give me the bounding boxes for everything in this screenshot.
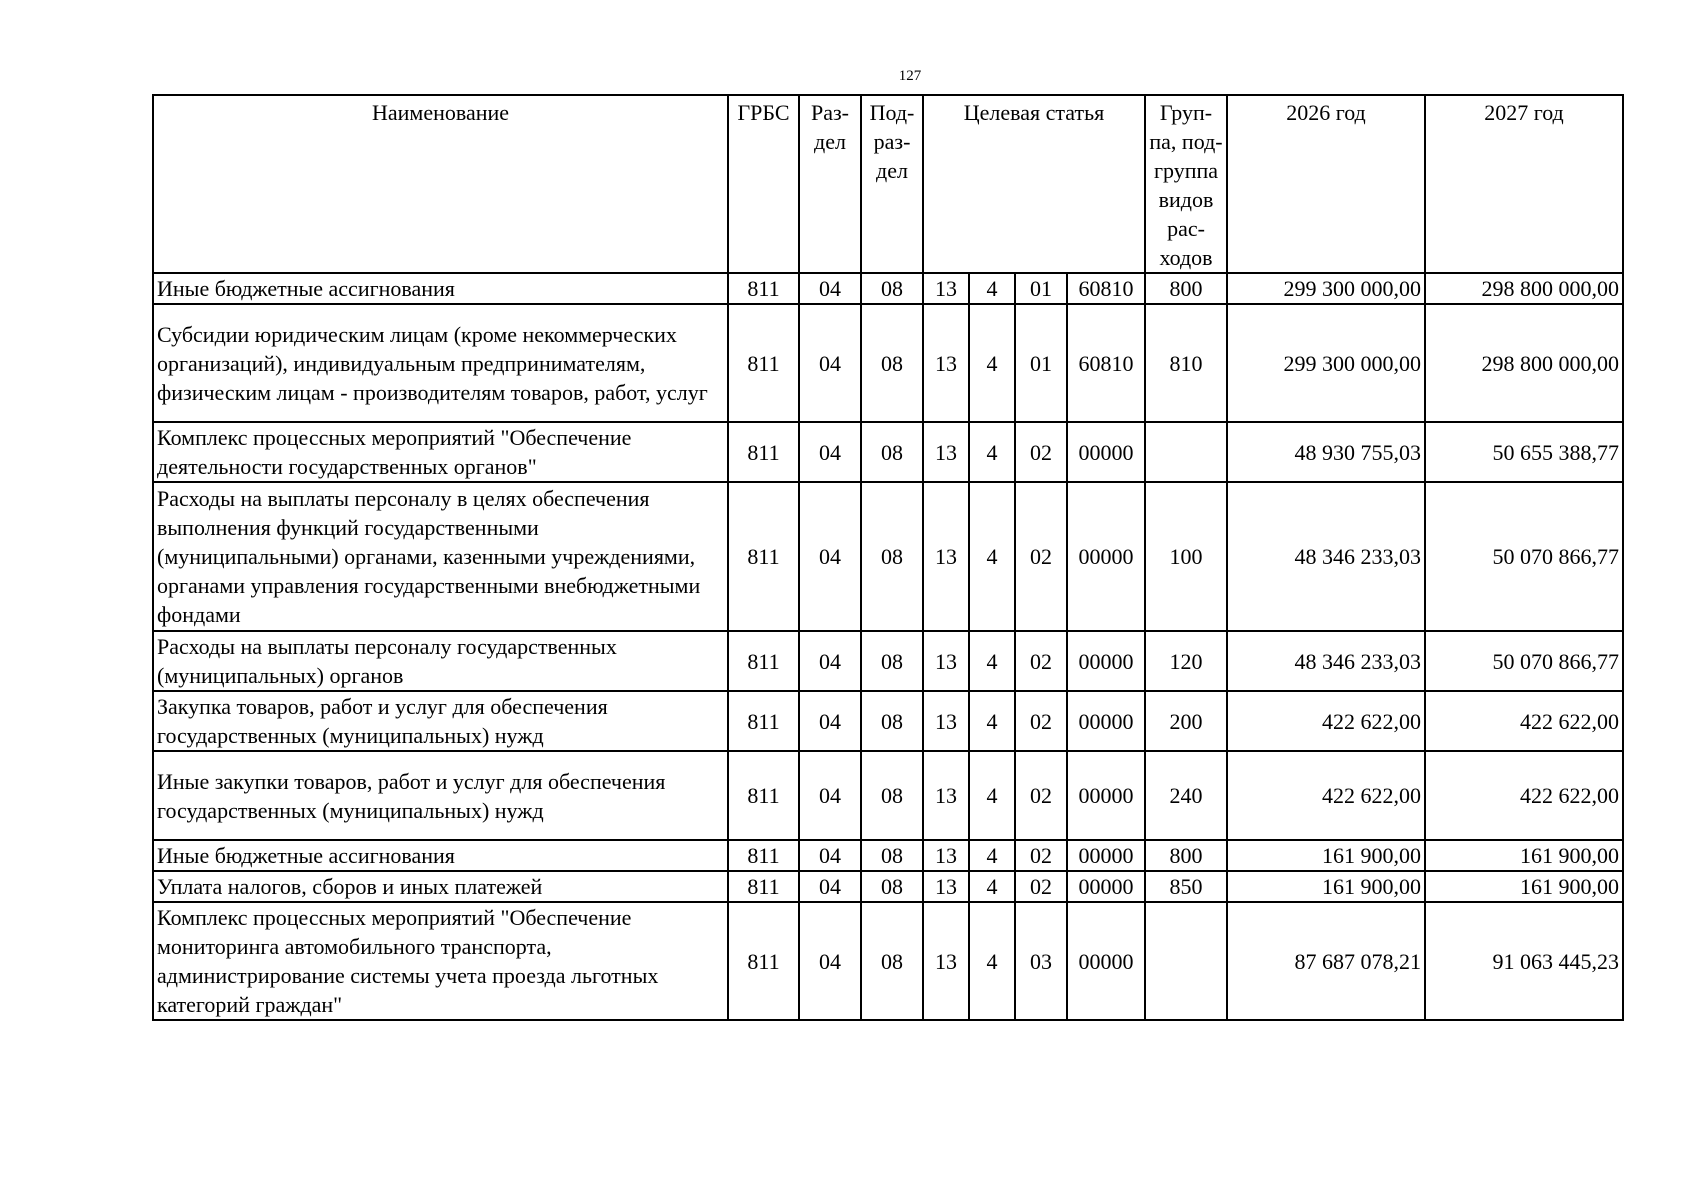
row-vr — [1145, 422, 1227, 482]
row-vr: 800 — [1145, 840, 1227, 871]
row-cs-type: 4 — [969, 902, 1015, 1020]
row-amount-2027: 422 622,00 — [1425, 751, 1623, 840]
row-vr: 120 — [1145, 631, 1227, 691]
row-cs-type: 4 — [969, 691, 1015, 751]
row-razdel: 04 — [799, 304, 861, 422]
row-amount-2026: 299 300 000,00 — [1227, 273, 1425, 304]
row-podrazdel: 08 — [861, 751, 923, 840]
row-podrazdel: 08 — [861, 273, 923, 304]
row-grbs: 811 — [728, 482, 799, 631]
header-year-2026: 2026 год — [1227, 95, 1425, 273]
row-razdel: 04 — [799, 871, 861, 902]
row-podrazdel: 08 — [861, 902, 923, 1020]
row-razdel: 04 — [799, 482, 861, 631]
row-grbs: 811 — [728, 902, 799, 1020]
row-vr: 810 — [1145, 304, 1227, 422]
row-cs-program: 13 — [923, 631, 969, 691]
table-row — [153, 482, 1623, 631]
row-cs-direction: 00000 — [1067, 871, 1145, 902]
header-vid-rashodov — [1145, 95, 1227, 273]
row-cs-program: 13 — [923, 840, 969, 871]
table-row — [153, 871, 1623, 902]
row-podrazdel: 08 — [861, 691, 923, 751]
row-vr: 800 — [1145, 273, 1227, 304]
row-name: Комплекс процессных мероприятий "Обеспечение мониторинга автомобильного транспорта, администрирование системы учета проезда льготных категорий граждан" — [153, 902, 728, 1020]
row-cs-type: 4 — [969, 751, 1015, 840]
row-cs-direction: 00000 — [1067, 902, 1145, 1020]
row-amount-2027: 298 800 000,00 — [1425, 304, 1623, 422]
row-amount-2026: 422 622,00 — [1227, 751, 1425, 840]
row-cs-program: 13 — [923, 273, 969, 304]
row-amount-2027: 91 063 445,23 — [1425, 902, 1623, 1020]
row-cs-type: 4 — [969, 840, 1015, 871]
table-row — [153, 751, 1623, 840]
header-target-article: Целевая статья — [923, 95, 1145, 273]
row-name: Иные закупки товаров, работ и услуг для обеспечения государственных (муниципальных) нужд — [153, 751, 728, 840]
row-amount-2027: 50 655 388,77 — [1425, 422, 1623, 482]
row-grbs: 811 — [728, 871, 799, 902]
row-amount-2026: 422 622,00 — [1227, 691, 1425, 751]
row-cs-complex: 02 — [1015, 840, 1067, 871]
row-cs-direction: 00000 — [1067, 840, 1145, 871]
row-grbs: 811 — [728, 751, 799, 840]
header-podrazdel-line: Под- — [869, 100, 915, 125]
row-podrazdel: 08 — [861, 304, 923, 422]
row-podrazdel: 08 — [861, 482, 923, 631]
row-name: Уплата налогов, сборов и иных платежей — [153, 871, 728, 902]
header-razdel-line: дел — [814, 129, 846, 154]
table-header-row — [153, 95, 1623, 273]
row-cs-direction: 00000 — [1067, 691, 1145, 751]
row-cs-program: 13 — [923, 304, 969, 422]
header-razdel-line: Раз- — [810, 100, 850, 125]
row-cs-complex: 03 — [1015, 902, 1067, 1020]
table-row — [153, 691, 1623, 751]
row-cs-type: 4 — [969, 631, 1015, 691]
row-podrazdel: 08 — [861, 871, 923, 902]
row-razdel: 04 — [799, 631, 861, 691]
row-vr: 100 — [1145, 482, 1227, 631]
row-cs-type: 4 — [969, 304, 1015, 422]
row-cs-program: 13 — [923, 422, 969, 482]
row-amount-2026: 48 346 233,03 — [1227, 631, 1425, 691]
row-cs-type: 4 — [969, 422, 1015, 482]
row-amount-2027: 50 070 866,77 — [1425, 482, 1623, 631]
row-amount-2027: 298 800 000,00 — [1425, 273, 1623, 304]
row-grbs: 811 — [728, 304, 799, 422]
row-podrazdel: 08 — [861, 631, 923, 691]
row-grbs: 811 — [728, 691, 799, 751]
row-name: Иные бюджетные ассигнования — [153, 840, 728, 871]
row-razdel: 04 — [799, 422, 861, 482]
row-vr: 240 — [1145, 751, 1227, 840]
table-row — [153, 273, 1623, 304]
page-number: 127 — [898, 68, 922, 84]
row-cs-type: 4 — [969, 273, 1015, 304]
row-grbs: 811 — [728, 422, 799, 482]
row-name: Расходы на выплаты персоналу в целях обеспечения выполнения функций государственными (муниципальными) органами, казенными учреждениями, органами управления государственными внебюджетными фондами — [153, 482, 728, 631]
row-name: Иные бюджетные ассигнования — [153, 273, 728, 304]
header-vr-line: видов — [1158, 187, 1214, 212]
row-name: Расходы на выплаты персоналу государственных (муниципальных) органов — [153, 631, 728, 691]
row-cs-program: 13 — [923, 871, 969, 902]
row-razdel: 04 — [799, 902, 861, 1020]
row-podrazdel: 08 — [861, 840, 923, 871]
row-vr — [1145, 902, 1227, 1020]
row-amount-2026: 87 687 078,21 — [1227, 902, 1425, 1020]
header-vr-line: рас- — [1167, 216, 1205, 241]
header-year-2027: 2027 год — [1425, 95, 1623, 273]
row-cs-direction: 60810 — [1067, 304, 1145, 422]
row-name: Комплекс процессных мероприятий "Обеспечение деятельности государственных органов" — [153, 422, 728, 482]
row-cs-complex: 02 — [1015, 751, 1067, 840]
row-amount-2027: 422 622,00 — [1425, 691, 1623, 751]
table-row — [153, 304, 1623, 422]
row-amount-2027: 161 900,00 — [1425, 840, 1623, 871]
row-cs-complex: 02 — [1015, 691, 1067, 751]
header-vr-line: ходов — [1159, 245, 1213, 270]
row-cs-complex: 01 — [1015, 304, 1067, 422]
row-podrazdel: 08 — [861, 422, 923, 482]
table-row — [153, 631, 1623, 691]
row-cs-complex: 01 — [1015, 273, 1067, 304]
row-cs-program: 13 — [923, 751, 969, 840]
table-row — [153, 422, 1623, 482]
row-cs-complex: 02 — [1015, 422, 1067, 482]
row-cs-direction: 00000 — [1067, 751, 1145, 840]
row-razdel: 04 — [799, 691, 861, 751]
row-cs-direction: 60810 — [1067, 273, 1145, 304]
row-cs-complex: 02 — [1015, 631, 1067, 691]
header-name: Наименование — [153, 95, 728, 273]
row-grbs: 811 — [728, 273, 799, 304]
row-amount-2026: 161 900,00 — [1227, 871, 1425, 902]
row-amount-2026: 48 930 755,03 — [1227, 422, 1425, 482]
row-razdel: 04 — [799, 751, 861, 840]
row-cs-complex: 02 — [1015, 482, 1067, 631]
row-cs-program: 13 — [923, 482, 969, 631]
row-vr: 850 — [1145, 871, 1227, 902]
header-grbs: ГРБС — [728, 95, 799, 273]
row-razdel: 04 — [799, 273, 861, 304]
table-row — [153, 840, 1623, 871]
row-cs-program: 13 — [923, 902, 969, 1020]
row-cs-program: 13 — [923, 691, 969, 751]
row-amount-2026: 48 346 233,03 — [1227, 482, 1425, 631]
row-vr: 200 — [1145, 691, 1227, 751]
header-razdel — [799, 95, 861, 273]
header-podrazdel — [861, 95, 923, 273]
row-cs-direction: 00000 — [1067, 482, 1145, 631]
header-vr-line: па, под- — [1149, 129, 1223, 154]
row-cs-direction: 00000 — [1067, 631, 1145, 691]
row-amount-2026: 161 900,00 — [1227, 840, 1425, 871]
table-row — [153, 902, 1623, 1020]
header-vr-line: Груп- — [1159, 100, 1213, 125]
row-name: Закупка товаров, работ и услуг для обеспечения государственных (муниципальных) нужд — [153, 691, 728, 751]
header-podrazdel-line: раз- — [873, 129, 911, 154]
row-grbs: 811 — [728, 840, 799, 871]
row-name: Субсидии юридическим лицам (кроме некоммерческих организаций), индивидуальным предпринимателям, физическим лицам - производителям товаров, работ, услуг — [153, 304, 728, 422]
row-cs-type: 4 — [969, 482, 1015, 631]
budget-table — [152, 94, 1624, 1021]
header-vr-line: группа — [1153, 158, 1219, 183]
row-razdel: 04 — [799, 840, 861, 871]
row-grbs: 811 — [728, 631, 799, 691]
header-podrazdel-line: дел — [876, 158, 908, 183]
row-amount-2027: 50 070 866,77 — [1425, 631, 1623, 691]
row-cs-type: 4 — [969, 871, 1015, 902]
row-amount-2026: 299 300 000,00 — [1227, 304, 1425, 422]
row-cs-direction: 00000 — [1067, 422, 1145, 482]
row-cs-complex: 02 — [1015, 871, 1067, 902]
row-amount-2027: 161 900,00 — [1425, 871, 1623, 902]
